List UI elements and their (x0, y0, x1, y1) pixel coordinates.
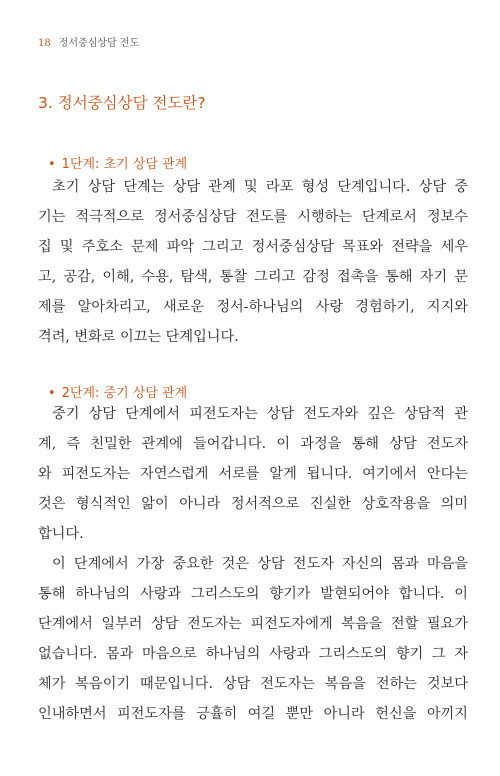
stage2-paragraph-2 (38, 549, 468, 729)
text-line: 통해 하나님의 사랑과 그리스도의 향기가 발현되어야 합니다. 이 (38, 586, 468, 602)
stage2-paragraph-1 (38, 399, 468, 549)
bullet-icon: • (48, 386, 56, 401)
page-number: 18 (38, 38, 51, 49)
text-line: 격려, 변화로 이끄는 단계입니다. (38, 329, 239, 345)
bullet-icon: • (48, 157, 56, 172)
text-line: 고, 공감, 이해, 수용, 탐색, 통찰 그리고 감정 접촉을 통해 자기 문 (38, 269, 468, 285)
text-line: 초기 상담 단계는 상담 관계 및 라포 형성 단계입니다. 상담 중 (52, 179, 468, 195)
text-line: 제를 알아차리고, 새로운 정서-하나님의 사랑 경험하기, 지지와 (38, 299, 468, 315)
stage1-heading-text: 1단계: 초기 상담 관계 (61, 157, 188, 172)
text-line: 인내하면서 피전도자를 긍휼히 여길 뿐만 아니라 헌신을 아끼지 (38, 706, 468, 722)
running-header (38, 34, 139, 49)
section-title: 3. 정서중심상담 전도란? (38, 94, 206, 112)
text-line: 기는 적극적으로 정서중심상담 전도를 시행하는 단계로서 정보수 (38, 209, 468, 225)
text-line: 단계에서 일부러 상담 전도자는 피전도자에게 복음을 전할 필요가 (38, 616, 468, 632)
text-line: 합니다. (38, 526, 84, 542)
stage2-heading-text: 2단계: 중기 상담 관계 (61, 386, 188, 401)
running-title: 정서중심상담 전도 (58, 38, 140, 49)
text-line: 이 단계에서 가장 중요한 것은 상담 전도자 자신의 몸과 마음을 (52, 556, 468, 572)
text-line: 없습니다. 몸과 마음으로 하나님의 사랑과 그리스도의 향기 그 자 (38, 646, 468, 662)
text-line: 중기 상담 단계에서 피전도자는 상담 전도자와 깊은 상담적 관 (52, 406, 468, 422)
text-line: 것은 형식적인 앎이 아니라 정서적으로 진실한 상호작용을 의미 (38, 496, 468, 512)
text-line: 계, 즉 친밀한 관계에 들어갑니다. 이 과정을 통해 상담 전도자 (38, 436, 468, 452)
text-line: 체가 복음이기 때문입니다. 상담 전도자는 복음을 전하는 것보다 (38, 676, 468, 692)
stage1-heading (48, 153, 187, 172)
text-line: 와 피전도자는 자연스럽게 서로를 알게 됩니다. 여기에서 안다는 (38, 466, 468, 482)
stage1-paragraph (38, 172, 468, 352)
text-line: 집 및 주호소 문제 파악 그리고 정서중심상담 목표와 전략을 세우 (38, 239, 468, 255)
